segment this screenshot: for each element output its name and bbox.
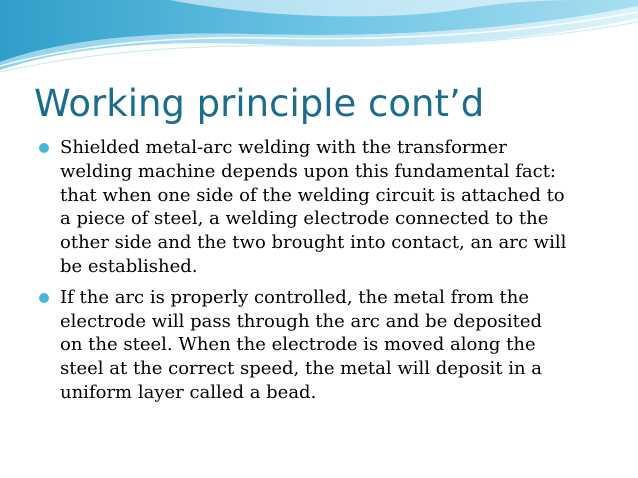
bullet-line: on the steel. When the electrode is moved along the	[60, 334, 536, 356]
bullet-line: Shielded metal-arc welding with the transformer	[60, 137, 507, 158]
bullet-line: welding machine depends upon this fundamental fact:	[60, 160, 556, 182]
bullet-line: other side and the two brought into contact, an arc will	[60, 232, 567, 254]
bullet-line: be established.	[60, 255, 198, 277]
bullet-line: that when one side of the welding circuit is attached to	[60, 184, 565, 206]
bullet-item	[38, 286, 618, 405]
bullet-list	[38, 136, 618, 412]
bullet-icon	[39, 293, 49, 303]
header-wave-decoration	[0, 0, 638, 80]
bullet-item	[38, 136, 618, 279]
bullet-line: electrode will pass through the arc and be deposited	[60, 310, 543, 332]
bullet-line: steel at the correct speed, the metal will deposit in a	[60, 358, 543, 380]
bullet-line: a piece of steel, a welding electrode connected to the	[60, 208, 549, 230]
bullet-line: uniform layer called a bead.	[60, 381, 317, 403]
bullet-icon	[39, 143, 49, 153]
bullet-line: If the arc is properly controlled, the metal from the	[60, 286, 529, 308]
slide-title: Working principle cont’d	[34, 82, 485, 125]
